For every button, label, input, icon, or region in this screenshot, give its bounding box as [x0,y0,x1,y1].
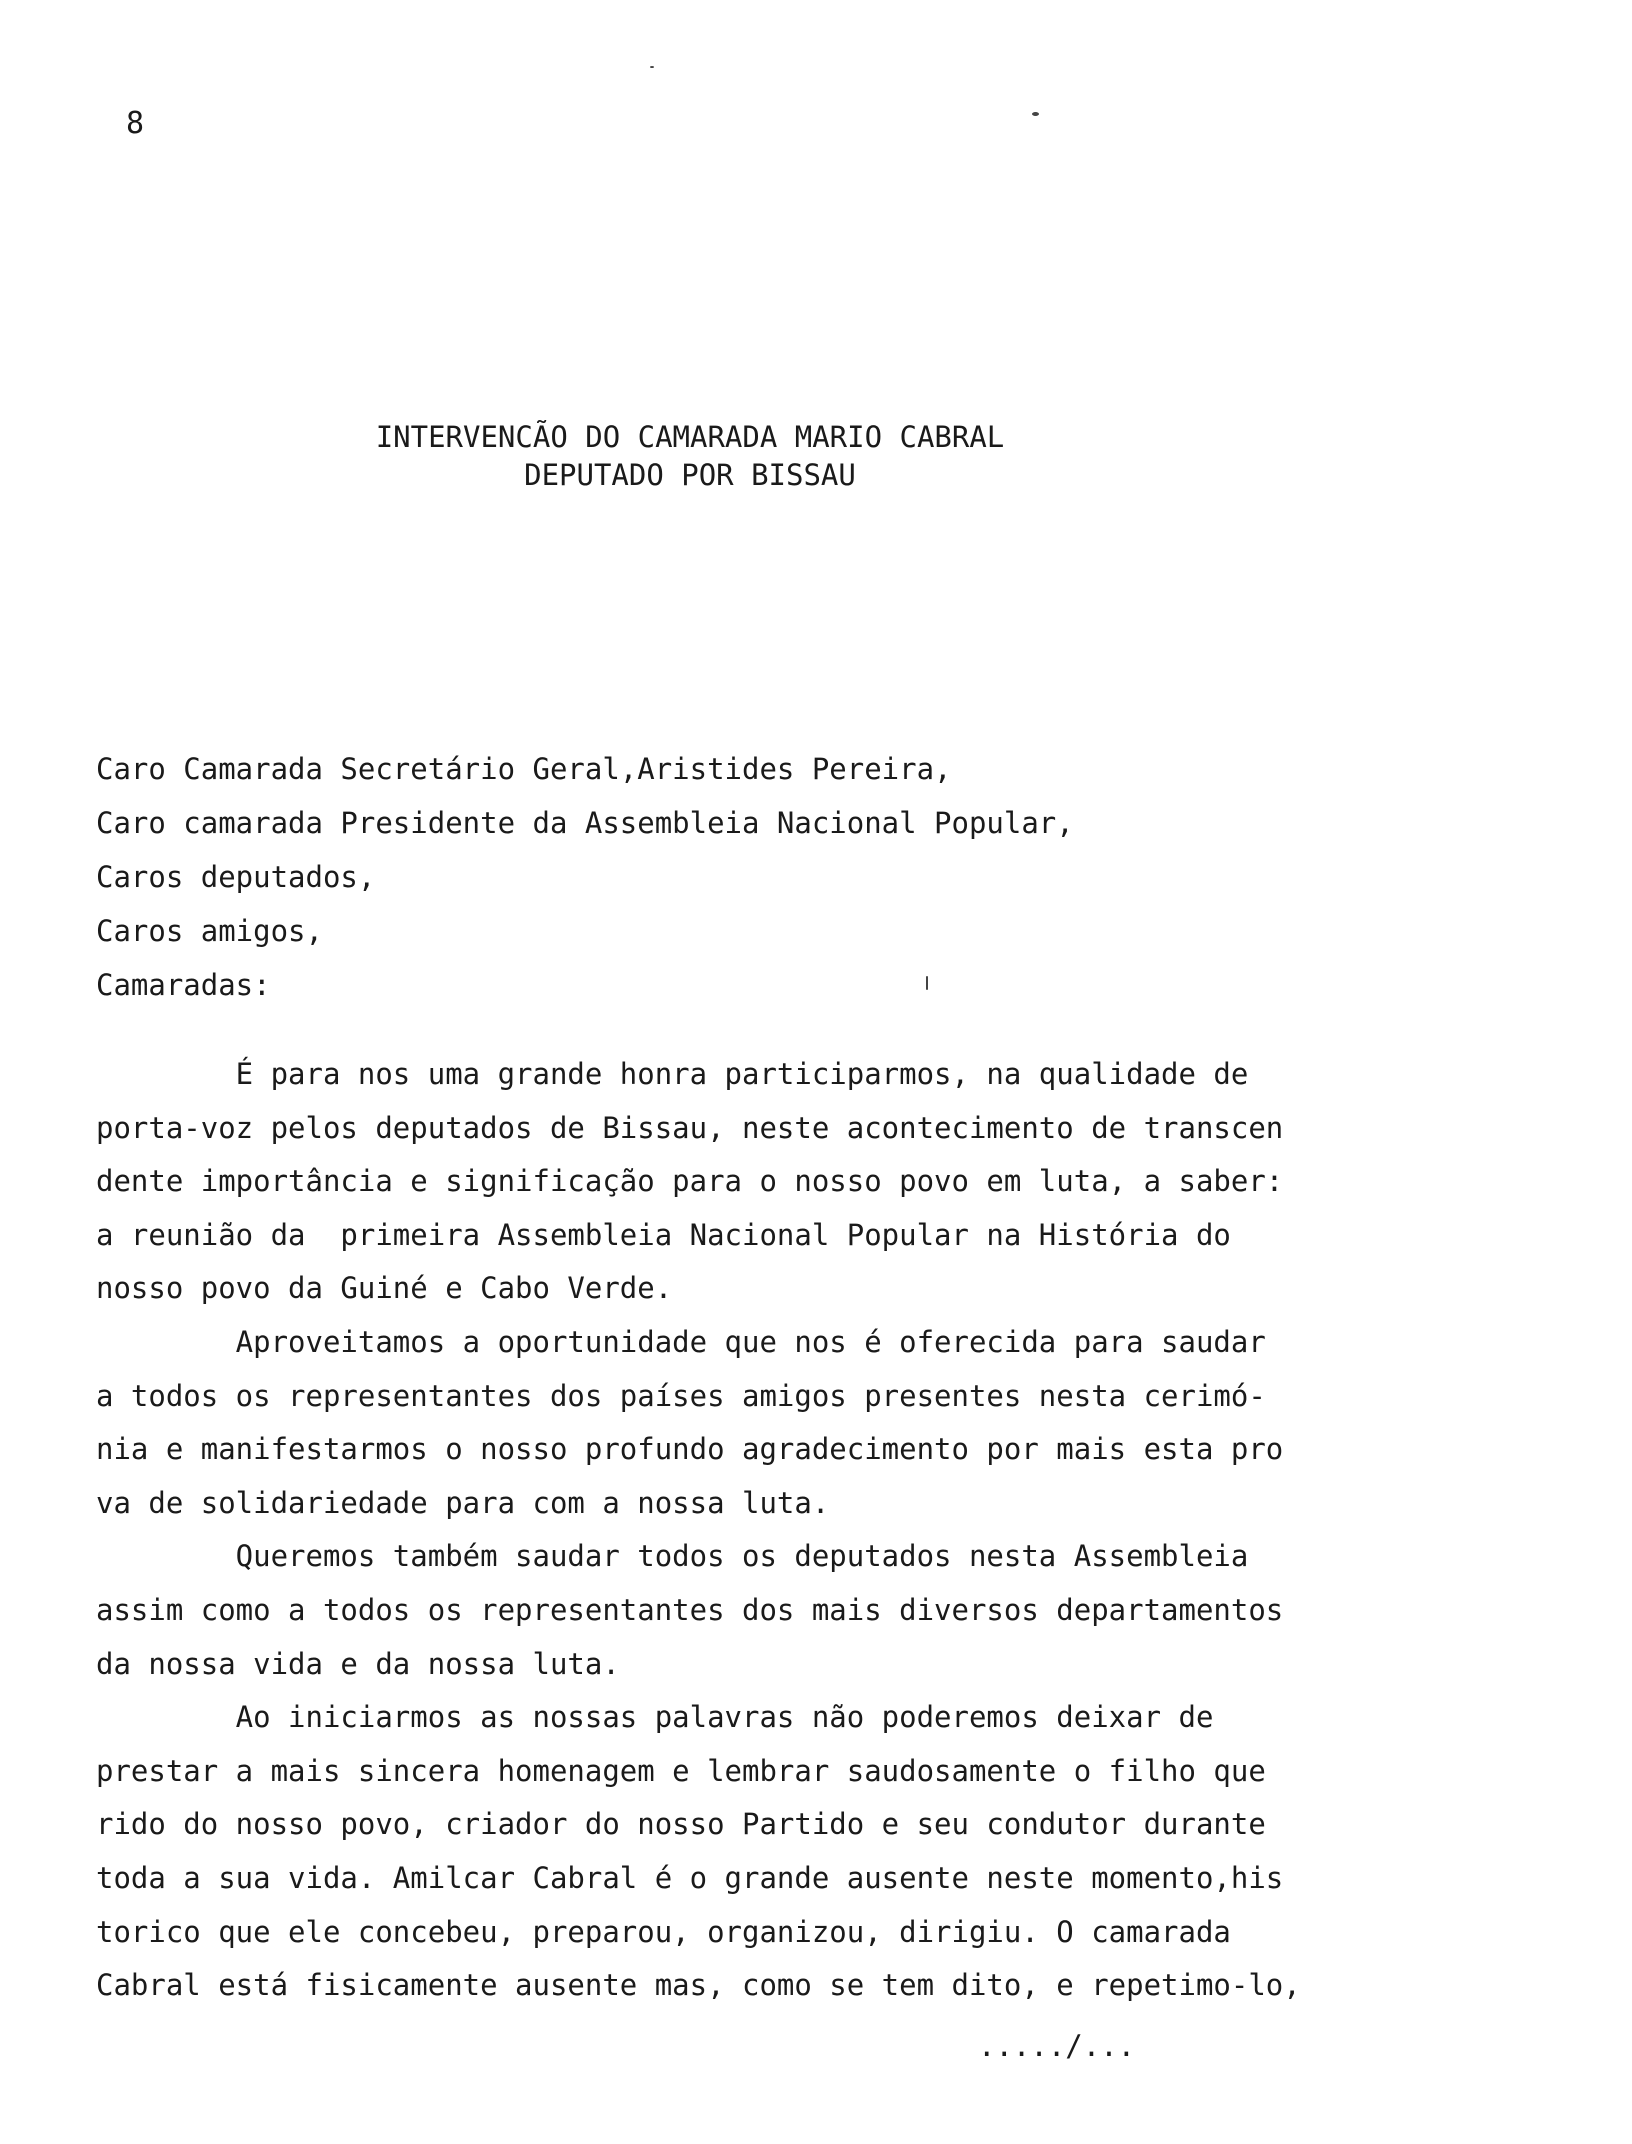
salutation-line: Caro camarada Presidente da Assembleia Nacional Popular, [96,806,1074,840]
title-line-2: DEPUTADO POR BISSAU [524,458,856,492]
salutation-block [96,742,1074,1012]
body-line: a todos os representantes dos países amigos presentes nesta cerimó- [96,1378,1266,1413]
body-line: torico que ele concebeu, preparou, organizou, dirigiu. O camarada [96,1914,1231,1949]
body-line: Cabral está fisicamente ausente mas, como se tem dito, e repetimo-lo, [96,1968,1301,2003]
body-text [96,1048,1301,2013]
body-line: nia e manifestarmos o nosso profundo agradecimento por mais esta pro [96,1432,1284,1467]
body-line: Queremos também saudar todos os deputados nesta Assembleia [96,1539,1249,1574]
scan-speck [650,66,654,68]
body-line: prestar a mais sincera homenagem e lembrar saudosamente o filho que [96,1753,1266,1788]
page-number: 8 [126,106,145,141]
body-line: assim como a todos os representantes dos mais diversos departamentos [96,1592,1284,1627]
body-line: dente importância e significação para o nosso povo em luta, a saber: [96,1164,1284,1199]
body-line: porta-voz pelos deputados de Bissau, neste acontecimento de transcen [96,1110,1284,1145]
salutation-line: Camaradas: [96,968,271,1002]
body-line: va de solidariedade para com a nossa luta. [96,1485,830,1520]
document-title [330,418,1050,494]
salutation-line: Caros amigos, [96,914,323,948]
body-line: Aproveitamos a oportunidade que nos é oferecida para saudar [96,1324,1266,1359]
title-line-1: INTERVENCÃO DO CAMARADA MARIO CABRAL [375,420,1005,454]
salutation-line: Caros deputados, [96,860,376,894]
body-line: toda a sua vida. Amilcar Cabral é o grande ausente neste momento,his [96,1860,1284,1895]
body-line: rido do nosso povo, criador do nosso Partido e seu condutor durante [96,1807,1266,1842]
body-line: nosso povo da Guiné e Cabo Verde. [96,1271,673,1306]
continuation-mark: ...../... [978,2029,1136,2063]
body-line: Ao iniciarmos as nossas palavras não poderemos deixar de [96,1700,1214,1735]
body-line: a reunião da primeira Assembleia Nacional Popular na História do [96,1217,1231,1252]
body-line: da nossa vida e da nossa luta. [96,1646,620,1681]
scan-speck [1032,112,1039,116]
salutation-line: Caro Camarada Secretário Geral,Aristides Pereira, [96,752,952,786]
body-line: É para nos uma grande honra participarmos, na qualidade de [96,1057,1249,1091]
